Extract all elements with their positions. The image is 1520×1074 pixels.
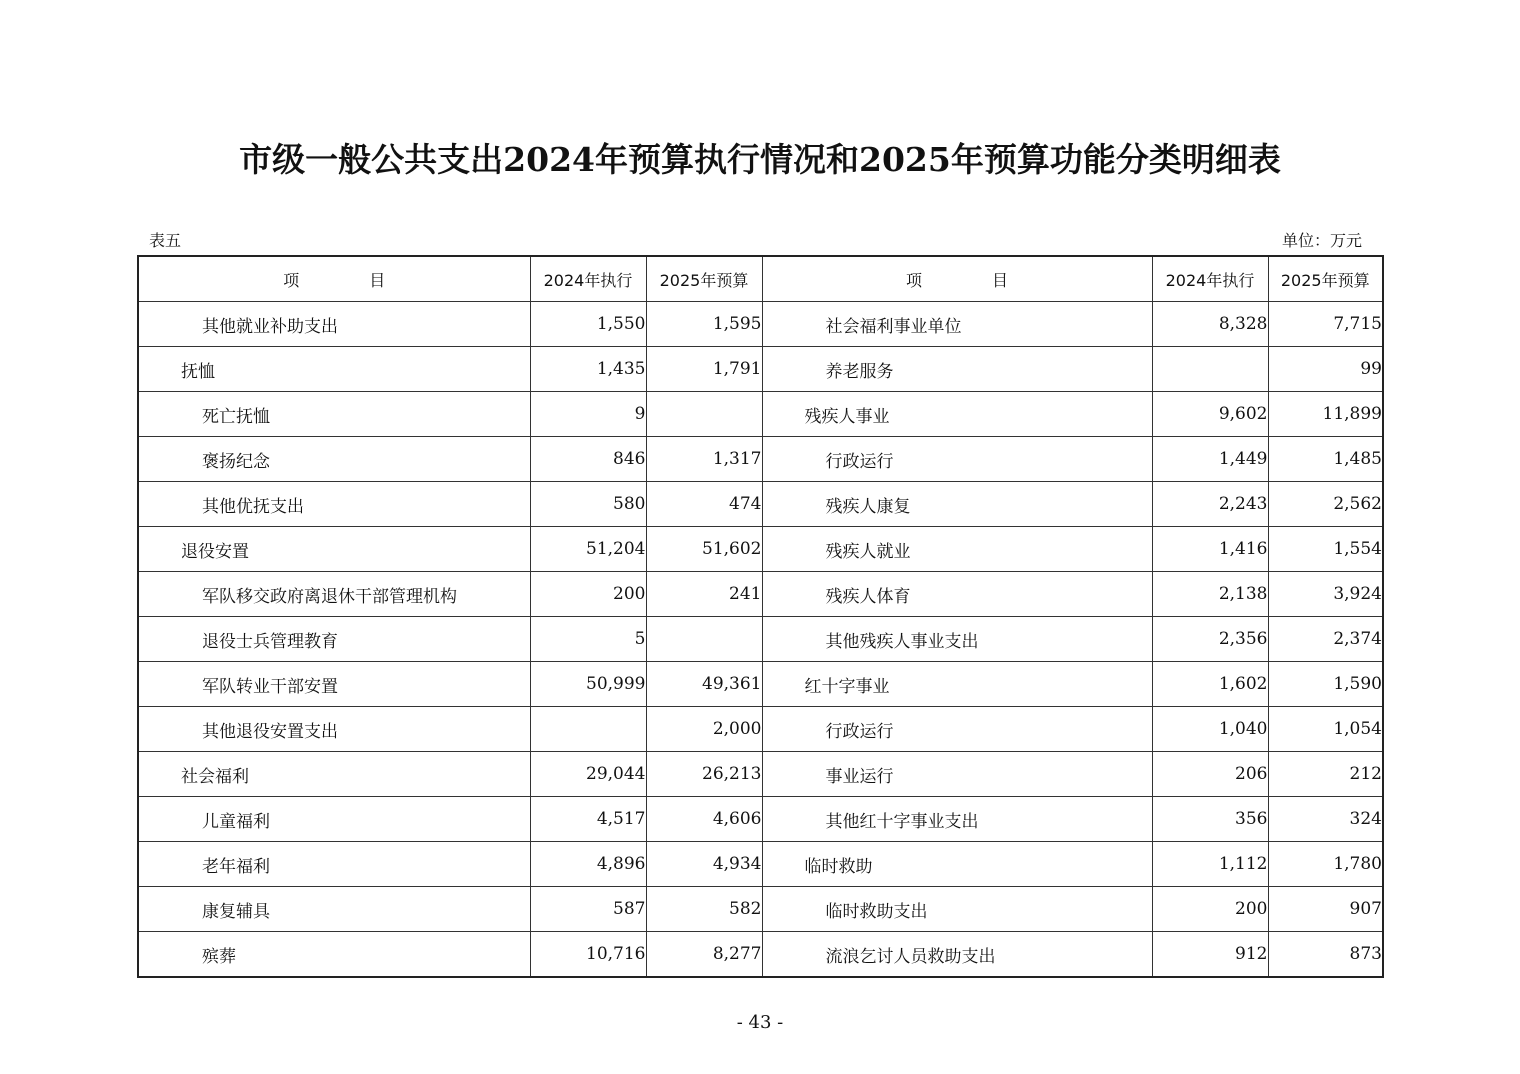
right-budget-2025-value: 324 (1268, 797, 1383, 842)
right-item-name: 行政运行 (762, 707, 1152, 752)
left-item-name: 殡葬 (138, 932, 530, 978)
left-item-name: 其他优抚支出 (138, 482, 530, 527)
right-budget-2025-value: 2,562 (1268, 482, 1383, 527)
item-header-left (138, 256, 530, 302)
right-exec-2024-value: 8,328 (1152, 302, 1268, 347)
table-row (138, 347, 1383, 392)
table-row (138, 842, 1383, 887)
left-exec-2024-value: 4,517 (530, 797, 646, 842)
left-budget-2025-value: 474 (646, 482, 762, 527)
left-budget-2025-value: 1,595 (646, 302, 762, 347)
right-item-name: 残疾人体育 (762, 572, 1152, 617)
table-row (138, 437, 1383, 482)
right-budget-2025-value: 1,485 (1268, 437, 1383, 482)
right-exec-2024-value: 356 (1152, 797, 1268, 842)
unit-label: 单位：万元 (1281, 231, 1362, 250)
left-item-name: 死亡抚恤 (138, 392, 530, 437)
item-header-char-2: 目 (992, 270, 1009, 290)
right-item-name: 残疾人事业 (762, 392, 1152, 437)
left-item-name: 退役安置 (138, 527, 530, 572)
left-exec-2024-value: 50,999 (530, 662, 646, 707)
left-exec-2024-value: 200 (530, 572, 646, 617)
right-exec-2024-value: 200 (1152, 887, 1268, 932)
table-row (138, 887, 1383, 932)
table-row (138, 392, 1383, 437)
left-exec-2024-value: 29,044 (530, 752, 646, 797)
right-item-name: 残疾人康复 (762, 482, 1152, 527)
item-header-right (762, 256, 1152, 302)
left-budget-2025-value: 2,000 (646, 707, 762, 752)
item-header-char-2: 目 (369, 270, 386, 290)
right-exec-2024-value: 1,416 (1152, 527, 1268, 572)
left-exec-2024-value: 1,550 (530, 302, 646, 347)
right-budget-2025-value: 212 (1268, 752, 1383, 797)
left-budget-2025-value (646, 617, 762, 662)
right-exec-2024-value: 206 (1152, 752, 1268, 797)
right-exec-2024-value: 2,138 (1152, 572, 1268, 617)
left-exec-2024-value: 580 (530, 482, 646, 527)
right-exec-2024-value: 1,112 (1152, 842, 1268, 887)
right-budget-2025-value: 2,374 (1268, 617, 1383, 662)
left-exec-2024-value: 9 (530, 392, 646, 437)
left-exec-2024-value: 587 (530, 887, 646, 932)
left-exec-2024-value: 51,204 (530, 527, 646, 572)
right-budget-2025-value: 873 (1268, 932, 1383, 978)
left-item-name: 军队移交政府离退休干部管理机构 (138, 572, 530, 617)
left-item-name: 退役士兵管理教育 (138, 617, 530, 662)
right-budget-2025-value: 907 (1268, 887, 1383, 932)
right-item-name: 行政运行 (762, 437, 1152, 482)
right-item-name: 残疾人就业 (762, 527, 1152, 572)
page-number: - 43 - (736, 1012, 784, 1033)
right-item-name: 其他残疾人事业支出 (762, 617, 1152, 662)
table-row (138, 527, 1383, 572)
left-exec-2024-value: 5 (530, 617, 646, 662)
left-item-name: 老年福利 (138, 842, 530, 887)
right-exec-2024-value: 9,602 (1152, 392, 1268, 437)
left-budget-2025-value: 241 (646, 572, 762, 617)
right-budget-2025-value: 1,554 (1268, 527, 1383, 572)
right-exec-2024-value: 1,040 (1152, 707, 1268, 752)
left-budget-2025-value: 4,606 (646, 797, 762, 842)
right-exec-2024-value: 1,602 (1152, 662, 1268, 707)
left-budget-2025-value: 26,213 (646, 752, 762, 797)
table-row (138, 302, 1383, 347)
right-budget-2025-value: 3,924 (1268, 572, 1383, 617)
table-body (138, 302, 1383, 978)
left-budget-2025-value: 49,361 (646, 662, 762, 707)
left-item-name: 其他退役安置支出 (138, 707, 530, 752)
table-row (138, 797, 1383, 842)
left-item-name: 康复辅具 (138, 887, 530, 932)
table-header-row (138, 256, 1383, 302)
right-item-name: 流浪乞讨人员救助支出 (762, 932, 1152, 978)
right-budget-2025-value: 99 (1268, 347, 1383, 392)
left-exec-2024-value: 1,435 (530, 347, 646, 392)
left-budget-2025-value: 51,602 (646, 527, 762, 572)
table-row (138, 707, 1383, 752)
table-number: 表五 (149, 231, 182, 250)
left-exec-2024-value: 846 (530, 437, 646, 482)
left-exec-2024-value: 10,716 (530, 932, 646, 978)
left-item-name: 社会福利 (138, 752, 530, 797)
budget-2025-header-right: 2025年预算 (1268, 256, 1383, 302)
left-item-name: 军队转业干部安置 (138, 662, 530, 707)
right-exec-2024-value: 2,356 (1152, 617, 1268, 662)
exec-2024-header-right: 2024年执行 (1152, 256, 1268, 302)
table-row (138, 617, 1383, 662)
left-item-name: 褒扬纪念 (138, 437, 530, 482)
right-item-name: 养老服务 (762, 347, 1152, 392)
right-exec-2024-value: 912 (1152, 932, 1268, 978)
right-item-name: 临时救助支出 (762, 887, 1152, 932)
left-exec-2024-value (530, 707, 646, 752)
item-header-char-1: 项 (905, 270, 922, 290)
left-budget-2025-value: 4,934 (646, 842, 762, 887)
left-budget-2025-value: 582 (646, 887, 762, 932)
right-budget-2025-value: 7,715 (1268, 302, 1383, 347)
left-item-name: 抚恤 (138, 347, 530, 392)
left-budget-2025-value: 1,791 (646, 347, 762, 392)
right-item-name: 红十字事业 (762, 662, 1152, 707)
table-row (138, 572, 1383, 617)
left-item-name: 其他就业补助支出 (138, 302, 530, 347)
table-row (138, 932, 1383, 978)
left-exec-2024-value: 4,896 (530, 842, 646, 887)
right-item-name: 事业运行 (762, 752, 1152, 797)
right-budget-2025-value: 1,590 (1268, 662, 1383, 707)
right-item-name: 社会福利事业单位 (762, 302, 1152, 347)
right-exec-2024-value: 2,243 (1152, 482, 1268, 527)
item-header-char-1: 项 (283, 270, 300, 290)
right-budget-2025-value: 1,780 (1268, 842, 1383, 887)
table-row (138, 482, 1383, 527)
left-budget-2025-value: 1,317 (646, 437, 762, 482)
page-title: 市级一般公共支出2024年预算执行情况和2025年预算功能分类明细表 (239, 140, 1281, 179)
left-budget-2025-value: 8,277 (646, 932, 762, 978)
left-item-name: 儿童福利 (138, 797, 530, 842)
right-budget-2025-value: 1,054 (1268, 707, 1383, 752)
right-exec-2024-value: 1,449 (1152, 437, 1268, 482)
right-budget-2025-value: 11,899 (1268, 392, 1383, 437)
left-budget-2025-value (646, 392, 762, 437)
right-item-name: 临时救助 (762, 842, 1152, 887)
table-row (138, 662, 1383, 707)
right-exec-2024-value (1152, 347, 1268, 392)
budget-2025-header-left: 2025年预算 (646, 256, 762, 302)
exec-2024-header-left: 2024年执行 (530, 256, 646, 302)
right-item-name: 其他红十字事业支出 (762, 797, 1152, 842)
budget-table (137, 255, 1384, 978)
table-row (138, 752, 1383, 797)
